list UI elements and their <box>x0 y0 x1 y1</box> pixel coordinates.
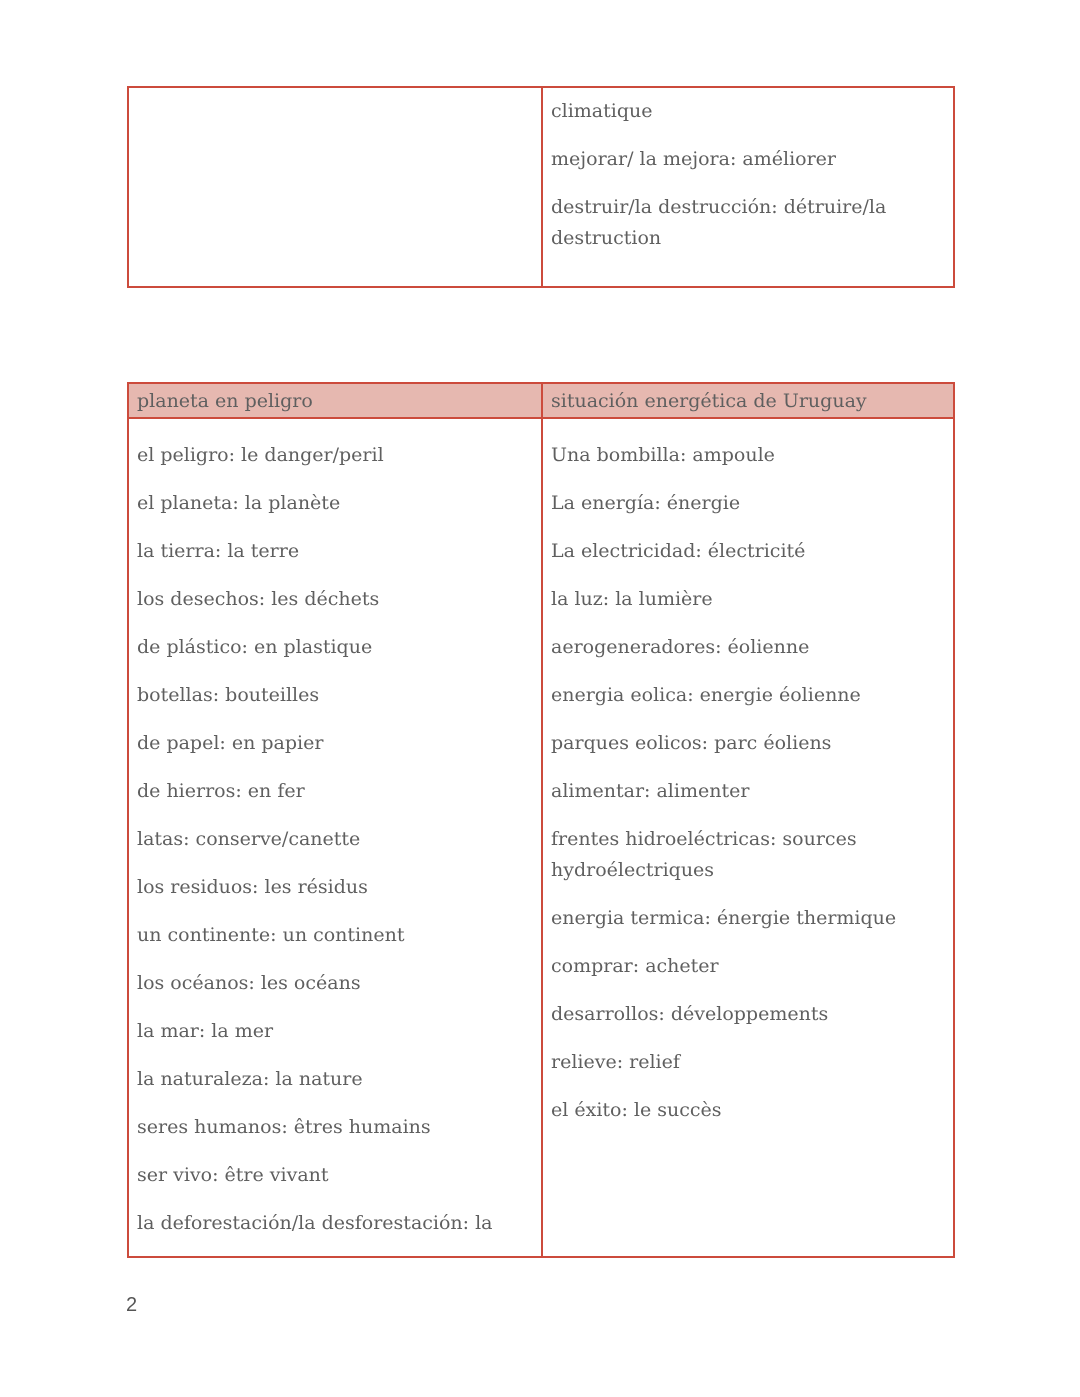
vocab-entry: parques eolicos: parc éoliens <box>551 732 832 754</box>
table-cell-right <box>541 88 953 286</box>
vocab-entry: el peligro: le danger/peril <box>137 444 384 466</box>
vocab-entry: destruir/la destrucción: détruire/la destruction <box>551 196 887 249</box>
vocab-entry: Una bombilla: ampoule <box>551 444 775 466</box>
vocab-entry: frentes hidroeléctricas: sources hydroélectriques <box>551 828 857 881</box>
table-cell-left <box>129 419 541 1256</box>
vocab-entry: botellas: bouteilles <box>137 684 320 706</box>
vocab-entry: de hierros: en fer <box>137 780 305 802</box>
header-planeta-en-peligro: planeta en peligro <box>137 389 313 412</box>
vocab-entry: el éxito: le succès <box>551 1099 722 1121</box>
vocab-entry: de papel: en papier <box>137 732 324 754</box>
vocab-entry: los residuos: les résidus <box>137 876 368 898</box>
vocab-entry: latas: conserve/canette <box>137 828 361 850</box>
vocab-entry: climatique <box>551 100 653 122</box>
vocab-entry: la deforestación/la desforestación: la <box>137 1212 493 1234</box>
vocab-entry: comprar: acheter <box>551 955 719 977</box>
vocab-entry: energia eolica: energie éolienne <box>551 684 861 706</box>
vocab-entry: mejorar/ la mejora: améliorer <box>551 148 836 170</box>
vocab-entry: desarrollos: développements <box>551 1003 829 1025</box>
vocab-entry: La energía: énergie <box>551 492 741 514</box>
vocab-table <box>127 382 955 1258</box>
page-number: 2 <box>126 1294 138 1316</box>
vocab-entry: aerogeneradores: éolienne <box>551 636 810 658</box>
table-body-row <box>129 419 953 1256</box>
vocab-table-continued <box>127 86 955 288</box>
table-header-row <box>129 384 953 419</box>
header-situacion-energetica: situación energética de Uruguay <box>541 384 953 417</box>
vocab-entry: energia termica: énergie thermique <box>551 907 897 929</box>
vocab-entry: seres humanos: êtres humains <box>137 1116 431 1138</box>
vocab-entry: los océanos: les océans <box>137 972 361 994</box>
vocab-entry: la naturaleza: la nature <box>137 1068 363 1090</box>
table-cell-right <box>541 419 953 1256</box>
vocab-entry: los desechos: les déchets <box>137 588 380 610</box>
vocab-entry: el planeta: la planète <box>137 492 341 514</box>
vocab-entry: un continente: un continent <box>137 924 405 946</box>
vocab-entry: relieve: relief <box>551 1051 680 1073</box>
vocab-entry: ser vivo: être vivant <box>137 1164 329 1186</box>
vocab-entry: La electricidad: électricité <box>551 540 806 562</box>
vocab-entry: de plástico: en plastique <box>137 636 373 658</box>
vocab-entry: la mar: la mer <box>137 1020 274 1042</box>
vocab-entry: la tierra: la terre <box>137 540 300 562</box>
vocab-entry: alimentar: alimenter <box>551 780 750 802</box>
table-cell-left <box>129 88 541 286</box>
vocab-entry: la luz: la lumière <box>551 588 713 610</box>
